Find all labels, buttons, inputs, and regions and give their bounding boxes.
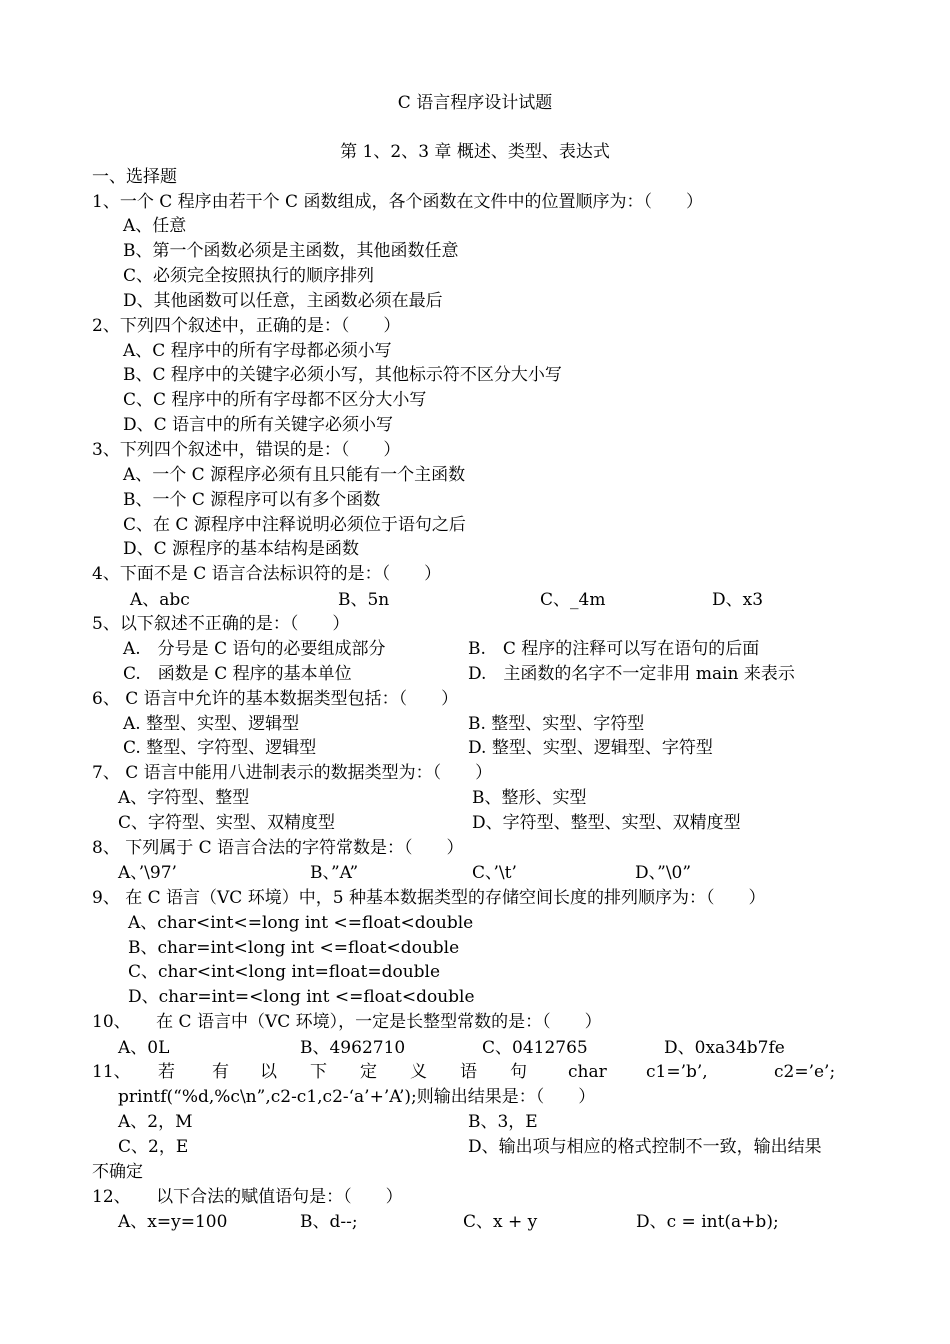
q11-option-b: B、3，E [468, 1112, 538, 1132]
q3-option-b: B、一个 C 源程序可以有多个函数 [123, 490, 381, 510]
q11-stem-continuation: printf(“%d,%c\n”,c2-c1,c2-‘a’+’A’);则输出结果是：（ ） [118, 1087, 596, 1107]
q7-option-b: B、整形、实型 [472, 788, 587, 808]
question-7-stem: 7、 C 语言中能用八进制表示的数据类型为：（ ） [92, 763, 493, 783]
question-10-stem: 10、 在 C 语言中（VC 环境），一定是长整型常数的是：（ ） [92, 1012, 602, 1032]
q11-option-a: A、2，M [118, 1112, 193, 1132]
q10-option-d: D、0xa34b7fe [664, 1038, 785, 1058]
q2-option-b: B、C 程序中的关键字必须小写，其他标示符不区分大小写 [123, 365, 562, 385]
q8-option-c: C、’\t’ [472, 863, 517, 883]
q11-option-d-continuation: 不确定 [92, 1162, 143, 1182]
q3-option-c: C、在 C 源程序中注释说明必须位于语句之后 [123, 515, 466, 535]
q4-option-d: D、x3 [712, 590, 764, 610]
question-8-stem: 8、 下列属于 C 语言合法的字符常数是：（ ） [92, 838, 464, 858]
q2-option-a: A、C 程序中的所有字母都必须小写 [123, 341, 392, 361]
question-6-stem: 6、 C 语言中允许的基本数据类型包括：（ ） [92, 689, 459, 709]
question-2-stem: 2、下列四个叙述中，正确的是：（ ） [92, 316, 401, 336]
q11-stem-word: 以 [260, 1062, 277, 1082]
q11-stem-word: 义 [410, 1062, 427, 1082]
question-3-stem: 3、下列四个叙述中，错误的是：（ ） [92, 440, 401, 460]
section-heading: 一、选择题 [92, 167, 177, 187]
q5-option-b: B. C 程序的注释可以写在语句的后面 [468, 639, 760, 659]
q1-option-d: D、其他函数可以任意，主函数必须在最后 [123, 291, 443, 311]
q9-option-d: D、char=int=<long int <=float<double [128, 987, 475, 1007]
q11-stem-word: c1=’b’, [646, 1062, 708, 1082]
q12-option-d: D、c = int(a+b); [636, 1212, 779, 1232]
q11-stem-word: 语 [460, 1062, 477, 1082]
q6-option-c: C. 整型、字符型、逻辑型 [123, 738, 317, 758]
q7-option-d: D、字符型、整型、实型、双精度型 [472, 813, 741, 833]
chapter-heading: 第 1、2、3 章 概述、类型、表达式 [340, 142, 610, 162]
question-4-stem: 4、下面不是 C 语言合法标识符的是：（ ） [92, 564, 442, 584]
question-1-stem: 1、一个 C 程序由若干个 C 函数组成，各个函数在文件中的位置顺序为：（ ） [92, 192, 703, 212]
q11-stem-word: 下 [310, 1062, 327, 1082]
q3-option-a: A、一个 C 源程序必须有且只能有一个主函数 [123, 465, 466, 485]
q4-option-a: A、abc [130, 590, 190, 610]
q5-option-a: A. 分号是 C 语句的必要组成部分 [123, 639, 386, 659]
q7-option-c: C、字符型、实型、双精度型 [118, 813, 336, 833]
q11-stem-word: 定 [360, 1062, 377, 1082]
q10-option-b: B、4962710 [300, 1038, 406, 1058]
q11-stem-word: 句 [510, 1062, 527, 1082]
q11-stem-word: char [568, 1062, 607, 1082]
q9-option-c: C、char<int<long int=float=double [128, 962, 441, 982]
q4-option-c: C、_4m [540, 590, 606, 610]
q6-option-b: B. 整型、实型、字符型 [468, 714, 645, 734]
q8-option-a: A、’\97’ [118, 863, 177, 883]
q12-option-a: A、x=y=100 [118, 1212, 228, 1232]
q3-option-d: D、C 源程序的基本结构是函数 [123, 539, 360, 559]
q8-option-b: B、”A” [310, 863, 359, 883]
q1-option-a: A、任意 [123, 216, 187, 236]
q6-option-a: A. 整型、实型、逻辑型 [123, 714, 300, 734]
q1-option-b: B、第一个函数必须是主函数，其他函数任意 [123, 241, 459, 261]
q4-option-b: B、5n [338, 590, 390, 610]
q11-option-d: D、输出项与相应的格式控制不一致，输出结果 [468, 1137, 822, 1157]
q10-option-a: A、0L [118, 1038, 170, 1058]
q9-option-b: B、char=int<long int <=float<double [128, 938, 460, 958]
q5-option-d: D. 主函数的名字不一定非用 main 来表示 [468, 664, 795, 684]
q1-option-c: C、必须完全按照执行的顺序排列 [123, 266, 375, 286]
q12-option-c: C、x + y [463, 1212, 538, 1232]
q2-option-c: C、C 程序中的所有字母都不区分大小写 [123, 390, 427, 410]
q5-option-c: C. 函数是 C 程序的基本单位 [123, 664, 352, 684]
q11-stem-word: 若 [158, 1062, 175, 1082]
q11-stem-word: 有 [212, 1062, 229, 1082]
question-9-stem: 9、 在 C 语言（VC 环境）中，5 种基本数据类型的存储空间长度的排列顺序为：（ ） [92, 888, 766, 908]
question-5-stem: 5、以下叙述不正确的是：（ ） [92, 614, 350, 634]
q2-option-d: D、C 语言中的所有关键字必须小写 [123, 415, 394, 435]
q7-option-a: A、字符型、整型 [118, 788, 250, 808]
q10-option-c: C、0412765 [482, 1038, 588, 1058]
q6-option-d: D. 整型、实型、逻辑型、字符型 [468, 738, 713, 758]
document-title: C 语言程序设计试题 [397, 93, 553, 113]
question-11-number: 11、 [92, 1062, 131, 1082]
q8-option-d: D、”\0” [635, 863, 692, 883]
question-12-stem: 12、 以下合法的赋值语句是：（ ） [92, 1187, 403, 1207]
q12-option-b: B、d--; [300, 1212, 358, 1232]
q9-option-a: A、char<int<=long int <=float<double [128, 913, 474, 933]
q11-stem-word: c2=’e’; [774, 1062, 836, 1082]
q11-option-c: C、2，E [118, 1137, 189, 1157]
